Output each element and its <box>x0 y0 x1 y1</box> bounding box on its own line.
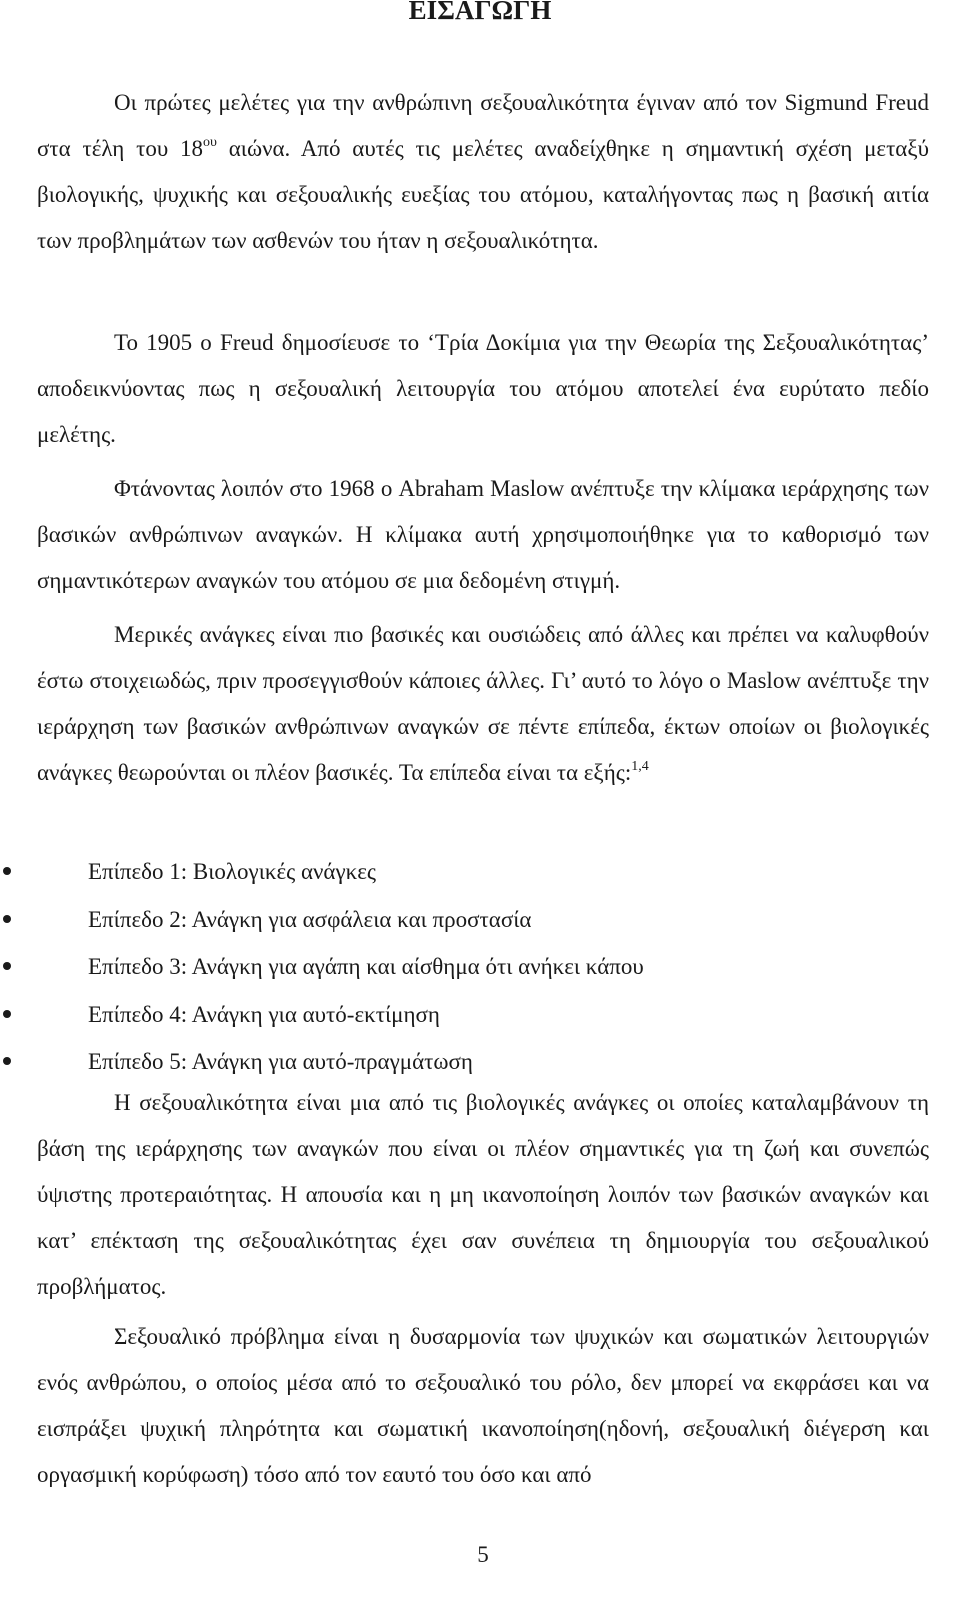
list-item <box>0 1038 960 1086</box>
page-number: 5 <box>477 1542 489 1567</box>
page-title: ΕΙΣΑΓΩΓΗ <box>408 0 552 25</box>
paragraph-sexual-problem: Σεξουαλικό πρόβλημα είναι η δυσαρμονία των ψυχικών και σωματικών λειτουργιών ενός ανθρώπου, ο οποίος μέσα από το σεξουαλικό του ρόλο, δεν μπορεί να εκφράσει και να εισπράξει ψυχική πληρότητα και σωματική ικανοποίηση(ηδονή, σεξουαλική διέγερση και οργασμική κορύφωση) τόσο από τον εαυτό του όσο και από <box>37 1324 929 1487</box>
paragraph-maslow-hierarchy: Φτάνοντας λοιπόν στο 1968 ο Abraham Maslow ανέπτυξε την κλίμακα ιεράρχησης των βασικών ανθρώπινων αναγκών. Η κλίμακα αυτή χρησιμοποιήθηκε για το καθορισμό των σημαντικότερων αναγκών του ατόμου σε μια δεδομένη στιγμή. <box>37 476 929 593</box>
bullet-icon <box>3 867 11 875</box>
bullet-icon <box>3 1057 11 1065</box>
paragraph-sexuality-need: Η σεξουαλικότητα είναι μια από τις βιολογικές ανάγκες οι οποίες καταλαμβάνουν τη βάση της ιεράρχησης των αναγκών που είναι οι πλέον σημαντικές για τη ζωή και συνεπώς ύψιστης προτεραιότητας. Η απουσία και η μη ικανοποίηση λοιπόν των βασικών αναγκών και κατ’ επέκταση της σεξουαλικότητας έχει σαν συνέπεια τη δημιουργία του σεξουαλικού προβλήματος. <box>37 1090 929 1299</box>
list-item-text: Επίπεδο 5: Ανάγκη για αυτό-πραγμάτωση <box>88 1049 473 1074</box>
citation-superscript: 1,4 <box>631 759 649 774</box>
list-item <box>0 943 960 991</box>
list-item <box>0 848 960 896</box>
paragraph-basic-needs <box>37 612 929 796</box>
paragraph-text: Μερικές ανάγκες είναι πιο βασικές και ουσιώδεις από άλλες και πρέπει να καλυφθούν έστω στοιχειωδώς, πριν προσεγγισθούν κάποιες άλλες. Γι’ αυτό το λόγο ο Maslow ανέπτυξε την ιεράρχηση των βασικών ανθρώπινων αναγκών σε πέντε επίπεδα, έκτων οποίων οι βιολογικές ανάγκες θεωρούνται οι πλέον βασικές. Τα επίπεδα είναι τα εξής: <box>37 622 929 785</box>
needs-levels-list <box>0 848 960 1086</box>
list-item-text: Επίπεδο 3: Ανάγκη για αγάπη και αίσθημα ότι ανήκει κάπου <box>88 954 644 979</box>
paragraph-three-essays: Το 1905 ο Freud δημοσίευσε το ‘Τρία Δοκίμια για την Θεωρία της Σεξουαλικότητας’ αποδεικνύοντας πως η σεξουαλική λειτουργία του ατόμου αποτελεί ένα ευρύτατο πεδίο μελέτης. <box>37 330 929 447</box>
list-item-text: Επίπεδο 2: Ανάγκη για ασφάλεια και προστασία <box>88 906 532 932</box>
bullet-icon <box>3 915 11 923</box>
bullet-icon <box>3 962 11 970</box>
list-item <box>0 991 960 1039</box>
list-item-text: Επίπεδο 4: Ανάγκη για αυτό-εκτίμηση <box>88 1001 440 1027</box>
paragraph-freud-studies <box>37 80 929 264</box>
list-item <box>0 896 960 944</box>
paragraph-text: Οι πρώτες μελέτες για την ανθρώπινη σεξουαλικότητα έγιναν από τον Sigmund Freud στα τέλη του 18 <box>37 90 929 161</box>
ordinal-superscript: ου <box>203 135 217 150</box>
list-item-text: Επίπεδο 1: Βιολογικές ανάγκες <box>88 859 377 884</box>
paragraph-text: αιώνα. Από αυτές τις μελέτες αναδείχθηκε η σημαντική σχέση μεταξύ βιολογικής, ψυχικής και σεξουαλικής ευεξίας του ατόμου, καταλήγοντας πως η βασική αιτία των προβλημάτων των ασθενών του ήταν η σεξουαλικότητα. <box>37 136 929 253</box>
bullet-icon <box>3 1010 11 1018</box>
